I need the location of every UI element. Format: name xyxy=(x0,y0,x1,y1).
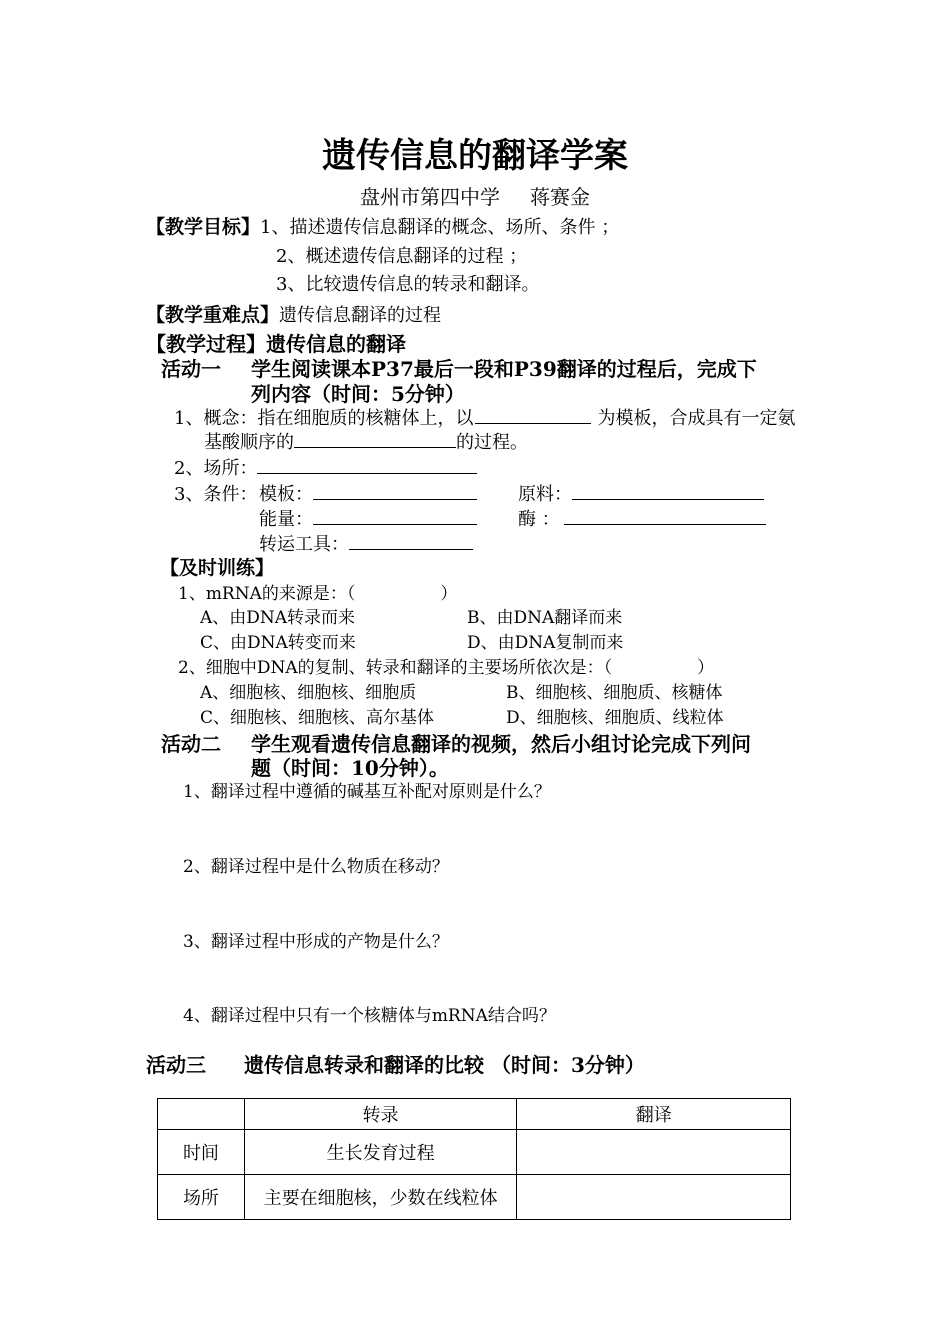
practice-question-1: 1、mRNA的来源是：（ ） xyxy=(178,584,458,604)
objectives-label: 【教学目标】 xyxy=(146,216,261,238)
activity3-label: 活动三 xyxy=(146,1053,206,1077)
transport-line xyxy=(259,530,473,556)
option-1d: D、由DNA复制而来 xyxy=(467,633,624,653)
table-row xyxy=(158,1175,791,1220)
concept-blank-sequence[interactable] xyxy=(294,429,456,448)
table-cell: 生长发育过程 xyxy=(244,1130,517,1175)
table-cell: 时间 xyxy=(158,1130,245,1175)
template-line xyxy=(259,480,477,506)
option-2a: A、细胞核、细胞核、细胞质 xyxy=(200,683,417,703)
page-title: 遗传信息的翻译学案 xyxy=(322,136,628,176)
place-label: 2、场所： xyxy=(174,458,258,479)
template-blank[interactable] xyxy=(313,481,477,500)
table-cell: 场所 xyxy=(158,1175,245,1220)
concept-line-1 xyxy=(174,404,795,430)
process-label: 【教学过程】 xyxy=(146,332,266,356)
activity1-line1: 学生阅读课本P37最后一段和P39翻译的过程后，完成下 xyxy=(251,357,757,381)
template-label: 模板： xyxy=(259,484,313,505)
transport-label: 转运工具： xyxy=(259,534,349,555)
place-line xyxy=(174,454,477,480)
practice-label: 【及时训练】 xyxy=(160,557,275,579)
activity1-line2: 列内容（时间：5分钟） xyxy=(251,382,465,406)
concept-text: 为模板，合成具有一定氨 xyxy=(597,408,796,429)
option-2c: C、细胞核、细胞核、高尔基体 xyxy=(200,708,435,728)
activity1-label: 活动一 xyxy=(161,357,221,381)
table-cell: 主要在细胞核，少数在线粒体 xyxy=(244,1175,517,1220)
objective-item: 2、概述遗传信息翻译的过程 ； xyxy=(276,246,528,267)
key-points-text: 遗传信息翻译的过程 xyxy=(279,305,442,326)
table-row xyxy=(158,1130,791,1175)
discussion-question: 2、翻译过程中是什么物质在移动？ xyxy=(183,857,449,877)
comparison-table xyxy=(157,1098,791,1220)
option-1b: B、由DNA翻译而来 xyxy=(467,608,623,628)
option-2d: D、细胞核、细胞质、线粒体 xyxy=(506,708,724,728)
teacher-name: 蒋赛金 xyxy=(530,185,590,209)
option-2b: B、细胞核、细胞质、核糖体 xyxy=(506,683,723,703)
energy-line xyxy=(259,505,477,531)
discussion-question: 4、翻译过程中只有一个核糖体与mRNA结合吗？ xyxy=(183,1006,556,1026)
option-1c: C、由DNA转变而来 xyxy=(200,633,356,653)
key-points-line xyxy=(146,300,441,327)
discussion-question: 3、翻译过程中形成的产物是什么？ xyxy=(183,932,449,952)
practice-question-2: 2、细胞中DNA的复制、转录和翻译的主要场所依次是：（ ） xyxy=(178,658,715,678)
objective-item: 3、比较遗传信息的转录和翻译。 xyxy=(276,274,540,295)
concept-text: 基酸顺序的 xyxy=(204,432,294,453)
transport-blank[interactable] xyxy=(349,531,473,550)
objective-item: 1、描述遗传信息翻译的概念、场所、条件 ； xyxy=(260,217,620,238)
activity3-text: 遗传信息转录和翻译的比较 （时间：3分钟） xyxy=(244,1053,645,1077)
enzyme-blank[interactable] xyxy=(564,506,766,525)
enzyme-line xyxy=(518,505,766,531)
place-blank[interactable] xyxy=(257,455,477,474)
concept-text: 的过程。 xyxy=(456,432,528,453)
activity2-line1: 学生观看遗传信息翻译的视频，然后小组讨论完成下列问 xyxy=(251,732,751,756)
material-label: 原料： xyxy=(518,484,572,505)
table-cell-blank[interactable] xyxy=(517,1175,791,1220)
process-text: 遗传信息的翻译 xyxy=(266,332,406,356)
table-header-cell: 转录 xyxy=(244,1099,517,1130)
concept-blank-template[interactable] xyxy=(475,405,591,424)
concept-line-2 xyxy=(204,428,528,454)
objectives-line-1 xyxy=(146,212,619,239)
activity2-line2: 题（时间：10分钟）。 xyxy=(251,756,449,780)
table-header-cell: 翻译 xyxy=(517,1099,791,1130)
table-header-row xyxy=(158,1099,791,1130)
concept-text: 1、概念：指在细胞质的核糖体上，以 xyxy=(174,408,474,429)
material-blank[interactable] xyxy=(572,481,764,500)
material-line xyxy=(518,480,764,506)
enzyme-label: 酶 ： xyxy=(518,509,560,530)
option-1a: A、由DNA转录而来 xyxy=(200,608,356,628)
school-name: 盘州市第四中学 xyxy=(360,185,500,209)
discussion-question: 1、翻译过程中遵循的碱基互补配对原则是什么？ xyxy=(183,782,551,802)
author-line xyxy=(0,181,950,210)
activity2-label: 活动二 xyxy=(161,732,221,756)
key-points-label: 【教学重难点】 xyxy=(146,304,280,326)
energy-blank[interactable] xyxy=(313,506,477,525)
energy-label: 能量： xyxy=(259,509,313,530)
table-header-cell xyxy=(158,1099,245,1130)
table-cell-blank[interactable] xyxy=(517,1130,791,1175)
condition-label: 3、条件： xyxy=(174,484,258,505)
